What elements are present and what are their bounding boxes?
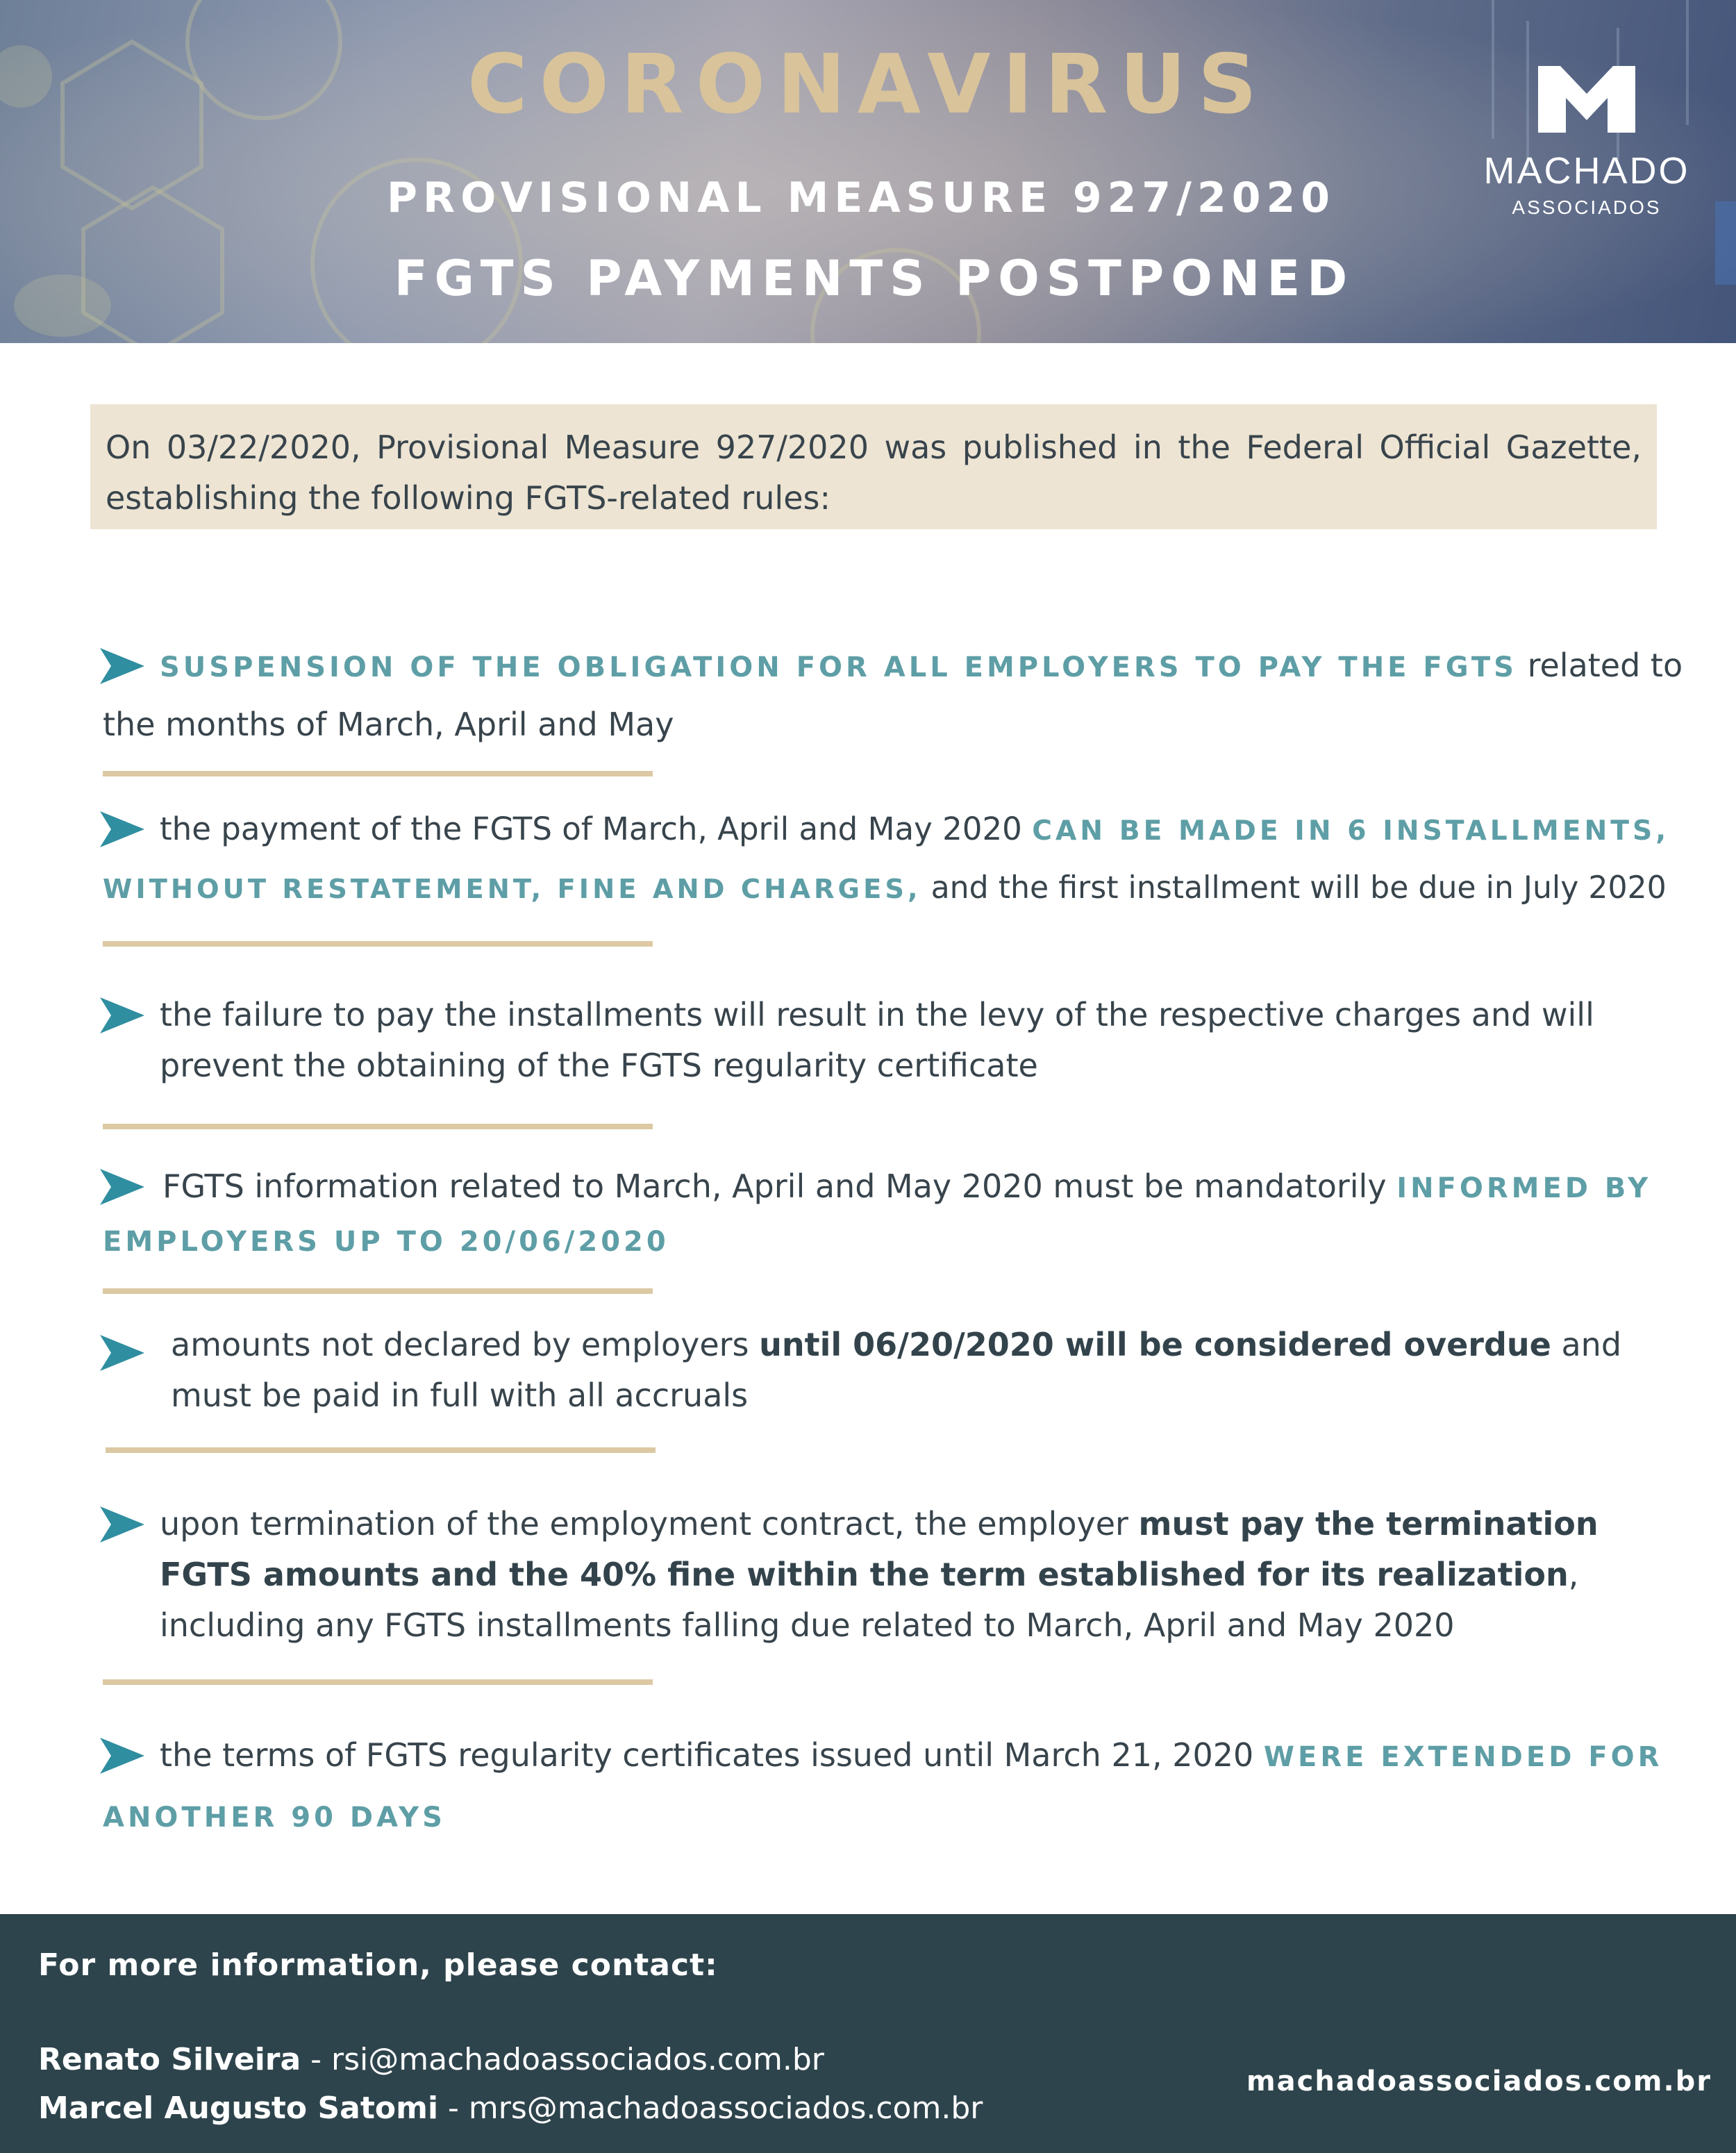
item-5-text: amounts not declared by employers <box>171 1326 760 1363</box>
item-6-text-2: , <box>1568 1556 1579 1593</box>
footer <box>0 1914 1736 2153</box>
divider <box>103 1679 653 1685</box>
contact-separator: - <box>438 2090 469 2126</box>
list-item-1 <box>103 646 1686 745</box>
list-item-4 <box>103 1167 1686 1260</box>
item-2-highlight-2: WITHOUT RESTATEMENT, FINE AND CHARGES, <box>103 874 921 905</box>
intro-box: On 03/22/2020, Provisional Measure 927/2020 was published in the Federal Official Gazette, establishing the following FGTS-related rules: <box>90 404 1657 529</box>
item-5-bold: until 06/20/2020 will be considered overdue <box>759 1326 1551 1363</box>
list-item-2 <box>103 809 1686 908</box>
item-3-text: the failure to pay the installments will result in the levy of the respective charges and will <box>160 996 1594 1033</box>
arrow-bullet-icon <box>100 1738 144 1774</box>
divider <box>106 1447 656 1453</box>
header-banner <box>0 0 1736 343</box>
logo-name: MACHADO <box>1483 150 1690 192</box>
arrow-bullet-icon <box>100 1335 144 1371</box>
item-1-line-2: the months of March, April and May <box>103 706 674 743</box>
item-6-line-3: including any FGTS installments falling due related to March, April and May 2020 <box>160 1606 1455 1644</box>
contact-name: Marcel Augusto Satomi <box>38 2090 439 2126</box>
arrow-bullet-icon <box>100 811 144 847</box>
item-1-highlight: SUSPENSION OF THE OBLIGATION FOR ALL EMPLOYERS TO PAY THE FGTS <box>160 651 1517 683</box>
footer-heading: For more information, please contact: <box>38 1947 718 1983</box>
item-7-highlight-2: ANOTHER 90 DAYS <box>103 1802 446 1834</box>
arrow-bullet-icon <box>100 648 144 684</box>
divider <box>103 1124 653 1129</box>
item-4-highlight: INFORMED BY <box>1396 1172 1652 1204</box>
arrow-bullet-icon <box>100 997 144 1033</box>
item-6-bold: must pay the termination <box>1138 1505 1599 1543</box>
contact-name: Renato Silveira <box>38 2042 301 2077</box>
item-2-text-2: and the first installment will be due in July 2020 <box>921 870 1667 906</box>
header-headline: FGTS PAYMENTS POSTPONED <box>394 250 1355 307</box>
item-1-text: related to <box>1517 647 1683 684</box>
item-4-text: FGTS information related to March, April and May 2020 must be mandatorily <box>162 1167 1397 1205</box>
list-item-6 <box>103 1504 1686 1645</box>
machado-logo-icon <box>1538 66 1635 133</box>
contact-email-link[interactable]: rsi@machadoassociados.com.br <box>331 2042 824 2077</box>
header-title: CORONAVIRUS <box>467 36 1269 132</box>
arrow-bullet-icon <box>100 1169 144 1205</box>
logo-sub: ASSOCIADOS <box>1512 197 1662 218</box>
item-7-text: the terms of FGTS regularity certificates issued until March 21, 2020 <box>160 1736 1264 1774</box>
item-6-text: upon termination of the employment contract, the employer <box>160 1505 1139 1543</box>
contact-2 <box>38 2090 983 2126</box>
list-item-7 <box>103 1736 1686 1836</box>
item-6-bold-2: FGTS amounts and the 40% fine within the term established for its realization <box>160 1556 1569 1593</box>
website-link[interactable]: machadoassociados.com.br <box>1246 2065 1712 2097</box>
list-item-5 <box>103 1325 1686 1415</box>
divider <box>103 941 653 947</box>
item-2-text: the payment of the FGTS of March, April and May 2020 <box>160 811 1033 847</box>
contact-separator: - <box>301 2042 332 2077</box>
list-item-3 <box>103 995 1686 1086</box>
item-2-highlight: CAN BE MADE IN 6 INSTALLMENTS, <box>1032 815 1670 847</box>
item-5-line-2: must be paid in full with all accruals <box>171 1377 749 1414</box>
item-3-line-2: prevent the obtaining of the FGTS regularity certificate <box>160 1047 1038 1084</box>
contact-email-link[interactable]: mrs@machadoassociados.com.br <box>468 2090 983 2126</box>
divider <box>103 771 653 776</box>
divider <box>103 1288 653 1294</box>
item-5-text-b: and <box>1551 1326 1622 1363</box>
item-7-highlight: WERE EXTENDED FOR <box>1263 1741 1663 1773</box>
header-subtitle: PROVISIONAL MEASURE 927/2020 <box>387 174 1335 222</box>
arrow-bullet-icon <box>100 1506 144 1543</box>
item-4-highlight-2: EMPLOYERS UP TO 20/06/2020 <box>103 1226 669 1258</box>
contact-1 <box>38 2042 824 2077</box>
machado-logo <box>1469 66 1705 240</box>
